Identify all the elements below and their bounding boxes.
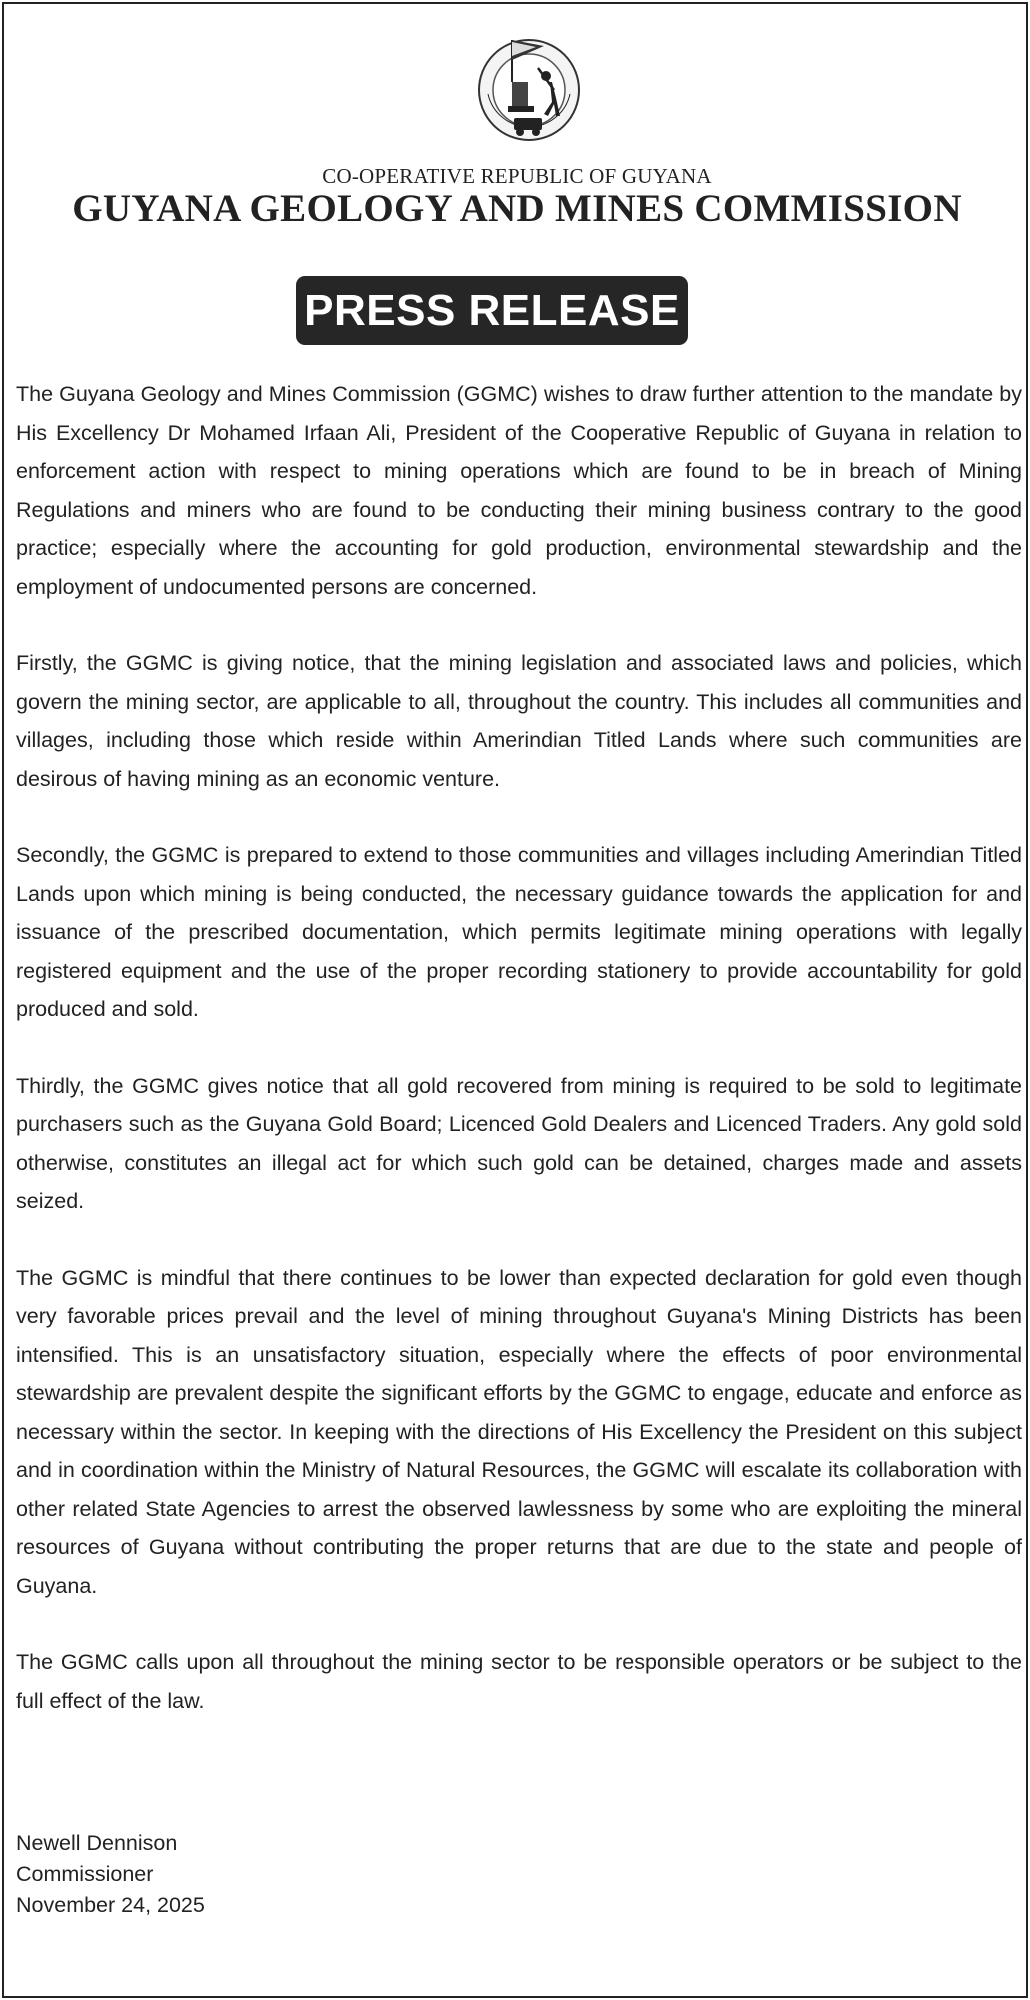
signatory-title: Commissioner — [16, 1862, 154, 1886]
republic-heading: CO-OPERATIVE REPUBLIC OF GUYANA — [322, 164, 712, 188]
signatory-name: Newell Dennison — [16, 1831, 178, 1855]
press-release-badge: PRESS RELEASE — [296, 276, 688, 345]
signature-block — [16, 1828, 205, 1921]
paragraph-mindful: The GGMC is mindful that there continues to be lower than expected declaration for gold even though very favorable prices prevail and the level of mining throughout Guyana's Mining Districts has been intensified. This is an unsatisfactory situation, especially where the effects of poor environmental stewardship are prevalent despite the significant efforts by the GGMC to engage, educate and enforce as necessary within the sector. In keeping with the directions of His Excellency the President on this subject and in coordination within the Ministry of Natural Resources, the GGMC will escalate its collaboration with other related State Agencies to arrest the observed lawlessness by some who are exploiting the mineral resources of Guyana without contributing the proper returns that are due to the state and people of Guyana. — [16, 1265, 1022, 1598]
commission-title: GUYANA GEOLOGY AND MINES COMMISSION — [72, 187, 962, 230]
ggmc-seal-logo — [474, 32, 584, 152]
paragraph-thirdly: Thirdly, the GGMC gives notice that all gold recovered from mining is required to be sold to legitimate purchasers such as the Guyana Gold Board; Licenced Gold Dealers and Licenced Traders. Any gold sold otherwise, constitutes an illegal act for which such gold can be detained, charges made and assets seized. — [16, 1073, 1022, 1213]
release-date: November 24, 2025 — [16, 1893, 205, 1917]
release-body — [16, 375, 1022, 1758]
paragraph-closing: The GGMC calls upon all throughout the mining sector to be responsible operators or be subject to the full effect of the law. — [16, 1650, 1022, 1713]
press-release-frame — [2, 2, 1028, 1998]
paragraph-secondly: Secondly, the GGMC is prepared to extend to those communities and villages including Amerindian Titled Lands upon which mining is being conducted, the necessary guidance towards the application for and issuance of the prescribed documentation, which permits legitimate mining operations with legally registered equipment and the use of the proper recording stationery to provide accountability for gold produced and sold. — [16, 843, 1022, 1021]
paragraph-intro: The Guyana Geology and Mines Commission (GGMC) wishes to draw further attention to the mandate by His Excellency Dr Mohamed Irfaan Ali, President of the Cooperative Republic of Guyana in relation to enforcement action with respect to mining operations which are found to be in breach of Mining Regulations and miners who are found to be conducting their mining business contrary to the good practice; especially where the accounting for gold production, environmental stewardship and the employment of undocumented persons are concerned. — [16, 382, 1022, 599]
paragraph-firstly: Firstly, the GGMC is giving notice, that the mining legislation and associated laws and policies, which govern the mining sector, are applicable to all, throughout the country. This includes all communities and villages, including those which reside within Amerindian Titled Lands where such communities are desirous of having mining as an economic venture. — [16, 651, 1022, 791]
